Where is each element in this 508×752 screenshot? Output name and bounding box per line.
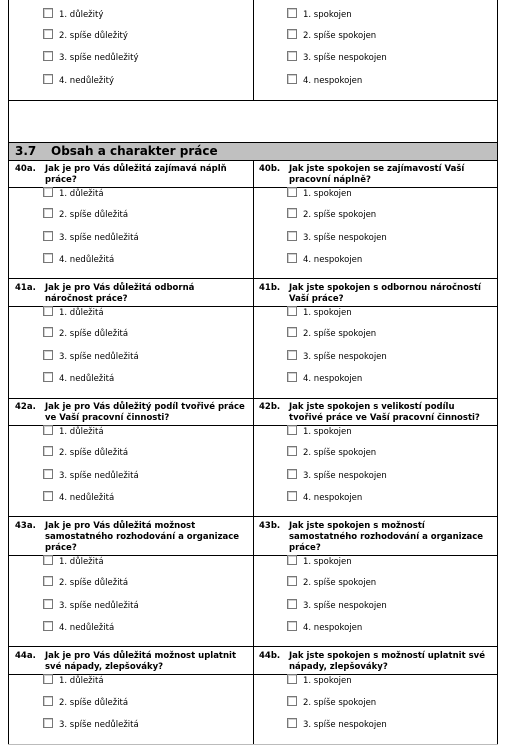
option-label: 1. důležitá <box>59 427 104 437</box>
option-label: 4. nespokojen <box>303 493 363 503</box>
checkbox[interactable] <box>43 187 53 197</box>
checkbox[interactable] <box>43 599 53 609</box>
section-header <box>9 142 497 161</box>
checkbox[interactable] <box>287 621 297 631</box>
checkbox[interactable] <box>43 253 53 263</box>
option-row[interactable] <box>43 253 114 267</box>
option-row[interactable] <box>43 491 114 505</box>
option-label: 4. nedůležitá <box>59 374 115 384</box>
checkbox[interactable] <box>287 469 297 479</box>
question-number: 42b. <box>259 402 281 412</box>
checkbox[interactable] <box>287 208 297 218</box>
checkbox[interactable] <box>287 231 297 241</box>
checkbox[interactable] <box>43 74 53 84</box>
option-row[interactable] <box>287 187 352 201</box>
option-label: 3. spíše nespokojen <box>303 471 387 481</box>
option-row[interactable] <box>43 446 128 460</box>
option-row[interactable] <box>43 696 128 710</box>
option-row[interactable] <box>287 327 376 341</box>
checkbox[interactable] <box>43 718 53 728</box>
checkbox[interactable] <box>287 446 297 456</box>
checkbox[interactable] <box>287 253 297 263</box>
option-label: 1. spokojen <box>303 308 352 318</box>
checkbox[interactable] <box>287 51 297 61</box>
option-label: 1. spokojen <box>303 557 352 567</box>
checkbox[interactable] <box>43 350 53 360</box>
question-text: Jak je pro Vás důležitá odborná náročnost práce? <box>45 283 195 304</box>
checkbox[interactable] <box>287 187 297 197</box>
option-label: 3. spíše nedůležitá <box>59 601 139 611</box>
checkbox[interactable] <box>287 372 297 382</box>
option-row[interactable] <box>287 350 387 364</box>
option-label: 3. spíše nespokojen <box>303 233 387 243</box>
question-number: 44b. <box>259 651 281 661</box>
page-bottom-border <box>8 744 498 745</box>
checkbox[interactable] <box>287 599 297 609</box>
option-row[interactable] <box>287 208 376 222</box>
option-label: 4. nedůležitá <box>59 493 115 503</box>
checkbox[interactable] <box>287 718 297 728</box>
option-label: 3. spíše nedůležitá <box>59 233 139 243</box>
checkbox[interactable] <box>287 696 297 706</box>
column-divider <box>253 278 254 398</box>
question-text: Jak je pro Vás důležitá zajímavá náplň práce? <box>45 164 227 185</box>
option-label: 4. nespokojen <box>303 623 363 633</box>
option-label: 2. spíše spokojen <box>303 329 377 339</box>
option-label: 3. spíše nespokojen <box>303 352 387 362</box>
checkbox[interactable] <box>287 555 297 565</box>
question-text: Jak jste spokojen s velikostí podílu tvořivé práce ve Vaší pracovní činnosti? <box>289 402 480 423</box>
option-label: 1. důležitá <box>59 189 104 199</box>
checkbox[interactable] <box>287 327 297 337</box>
option-row[interactable] <box>287 674 352 688</box>
option-row[interactable] <box>43 425 104 439</box>
question-number: 41b. <box>259 283 281 293</box>
checkbox[interactable] <box>43 208 53 218</box>
option-label: 4. nespokojen <box>303 255 363 265</box>
option-label: 3. spíše nespokojen <box>303 53 387 63</box>
option-label: 3. spíše nedůležitá <box>59 471 139 481</box>
option-label: 2. spíše spokojen <box>303 698 377 708</box>
option-label: 2. spíše důležitá <box>59 210 129 220</box>
option-label: 2. spíše spokojen <box>303 31 377 41</box>
checkbox[interactable] <box>43 491 53 501</box>
option-row[interactable] <box>43 469 139 483</box>
column-divider <box>253 160 254 278</box>
option-row[interactable] <box>287 8 352 22</box>
option-row[interactable] <box>287 425 352 439</box>
checkbox[interactable] <box>43 327 53 337</box>
option-row[interactable] <box>287 576 376 590</box>
question-text: Jak jste spokojen s možností samostatného rozhodování a organizace práce? <box>289 521 484 553</box>
option-label: 3. spíše nedůležitá <box>59 720 139 730</box>
option-row[interactable] <box>43 231 139 245</box>
option-label: 2. spíše důležitá <box>59 698 129 708</box>
option-row[interactable] <box>287 555 352 569</box>
checkbox[interactable] <box>287 350 297 360</box>
option-row[interactable] <box>43 599 139 613</box>
question-number: 40b. <box>259 164 281 174</box>
checkbox[interactable] <box>43 425 53 435</box>
option-row[interactable] <box>43 372 114 386</box>
checkbox[interactable] <box>43 555 53 565</box>
row-divider <box>9 100 497 101</box>
option-row[interactable] <box>43 8 103 22</box>
question-text: Jak je pro Vás důležitá možnost uplatnit své nápady, zlepšováky? <box>45 651 237 672</box>
option-row[interactable] <box>287 621 362 635</box>
question-number: 44a. <box>15 651 36 661</box>
question-number: 43b. <box>259 521 281 531</box>
question-number: 42a. <box>15 402 36 412</box>
option-label: 1. důležitý <box>59 10 104 20</box>
checkbox[interactable] <box>287 306 297 316</box>
option-label: 2. spíše spokojen <box>303 578 377 588</box>
option-row[interactable] <box>43 208 128 222</box>
option-row[interactable] <box>43 555 104 569</box>
option-label: 1. spokojen <box>303 427 352 437</box>
option-label: 4. nespokojen <box>303 76 363 86</box>
checkbox[interactable] <box>287 425 297 435</box>
option-row[interactable] <box>43 327 128 341</box>
option-row[interactable] <box>287 231 387 245</box>
option-label: 1. spokojen <box>303 676 352 686</box>
question-text: Jak jste spokojen s možností uplatnit své nápady, zlepšováky? <box>289 651 485 672</box>
option-row[interactable] <box>287 372 362 386</box>
question-text: Jak je pro Vás důležitý podíl tvořivé práce ve Vaší pracovní činnosti? <box>45 402 245 423</box>
option-row[interactable] <box>287 51 387 65</box>
column-divider <box>253 398 254 516</box>
checkbox[interactable] <box>287 576 297 586</box>
option-row[interactable] <box>43 350 139 364</box>
option-label: 1. důležitá <box>59 676 104 686</box>
option-label: 2. spíše důležitá <box>59 329 129 339</box>
option-row[interactable] <box>287 469 387 483</box>
section-number: 3.7 <box>15 144 37 158</box>
option-row[interactable] <box>43 187 104 201</box>
option-label: 1. spokojen <box>303 10 352 20</box>
option-row[interactable] <box>287 718 387 732</box>
checkbox[interactable] <box>287 8 297 18</box>
option-row[interactable] <box>287 696 376 710</box>
question-text: Jak jste spokojen se zajímavostí Vaší pracovní náplně? <box>289 164 465 185</box>
checkbox[interactable] <box>43 674 53 684</box>
option-label: 2. spíše důležitá <box>59 448 129 458</box>
checkbox[interactable] <box>43 8 53 18</box>
option-row[interactable] <box>287 253 362 267</box>
option-label: 3. spíše nedůležitá <box>59 352 139 362</box>
option-row[interactable] <box>287 306 352 320</box>
option-label: 2. spíše důležitá <box>59 578 129 588</box>
option-label: 4. nedůležitá <box>59 623 115 633</box>
option-label: 4. nespokojen <box>303 374 363 384</box>
option-label: 1. důležitá <box>59 308 104 318</box>
option-row[interactable] <box>287 29 376 43</box>
column-divider <box>253 0 254 100</box>
checkbox[interactable] <box>43 51 53 61</box>
option-label: 3. spíše nespokojen <box>303 720 387 730</box>
option-row[interactable] <box>43 718 139 732</box>
checkbox[interactable] <box>43 469 53 479</box>
option-label: 4. nedůležitý <box>59 76 114 86</box>
checkbox[interactable] <box>287 491 297 501</box>
column-divider <box>253 646 254 744</box>
option-label: 2. spíše spokojen <box>303 448 377 458</box>
checkbox[interactable] <box>287 29 297 39</box>
option-row[interactable] <box>43 621 114 635</box>
option-row[interactable] <box>287 599 387 613</box>
option-row[interactable] <box>287 491 362 505</box>
option-label: 4. nedůležitá <box>59 255 115 265</box>
option-label: 3. spíše nedůležitý <box>59 53 139 63</box>
option-label: 2. spíše spokojen <box>303 210 377 220</box>
column-divider <box>253 516 254 646</box>
option-row[interactable] <box>43 74 114 88</box>
checkbox[interactable] <box>43 306 53 316</box>
checkbox[interactable] <box>43 696 53 706</box>
option-row[interactable] <box>43 29 128 43</box>
checkbox[interactable] <box>43 576 53 586</box>
questionnaire-form <box>8 0 498 744</box>
option-row[interactable] <box>43 576 128 590</box>
option-row[interactable] <box>287 74 362 88</box>
checkbox[interactable] <box>43 621 53 631</box>
section-title: Obsah a charakter práce <box>51 144 218 158</box>
checkbox[interactable] <box>43 29 53 39</box>
question-number: 41a. <box>15 283 36 293</box>
option-label: 2. spíše důležitý <box>59 31 128 41</box>
option-row[interactable] <box>43 51 139 65</box>
question-text: Jak jste spokojen s odbornou náročností Vaší práce? <box>289 283 481 304</box>
option-label: 1. spokojen <box>303 189 352 199</box>
option-row[interactable] <box>287 446 376 460</box>
option-row[interactable] <box>43 306 104 320</box>
checkbox[interactable] <box>43 372 53 382</box>
option-row[interactable] <box>43 674 104 688</box>
question-text: Jak je pro Vás důležitá možnost samostatného rozhodování a organizace práce? <box>45 521 240 553</box>
checkbox[interactable] <box>287 74 297 84</box>
question-number: 43a. <box>15 521 36 531</box>
checkbox[interactable] <box>287 674 297 684</box>
option-label: 1. důležitá <box>59 557 104 567</box>
question-number: 40a. <box>15 164 36 174</box>
checkbox[interactable] <box>43 446 53 456</box>
checkbox[interactable] <box>43 231 53 241</box>
option-label: 3. spíše nespokojen <box>303 601 387 611</box>
